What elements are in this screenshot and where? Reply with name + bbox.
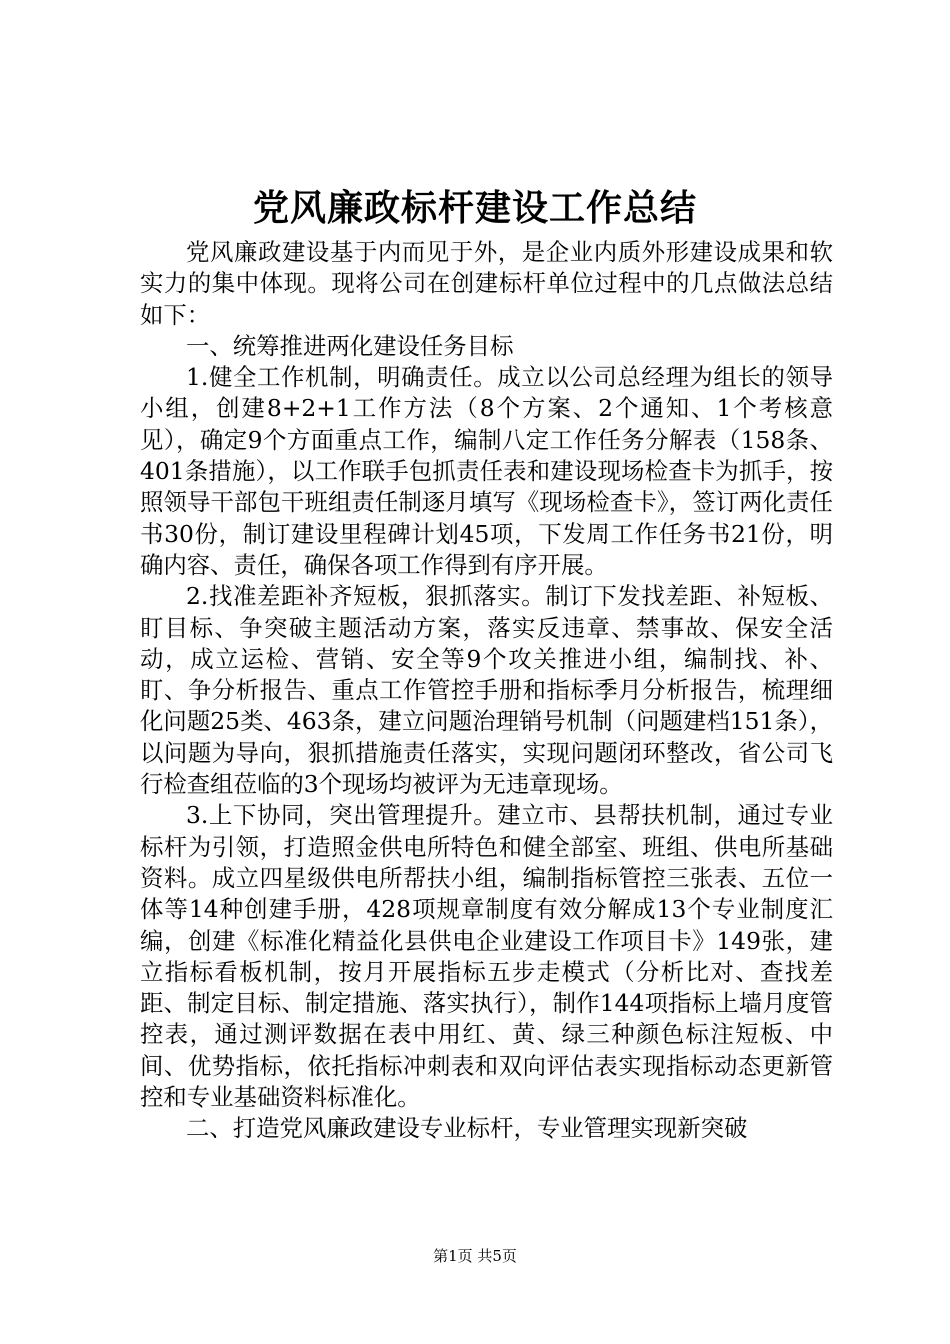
section-heading-1: 一、统筹推进两化建设任务目标 [186, 331, 514, 360]
page-footer: 第1页 共5页 [433, 1247, 517, 1265]
body-paragraph-3: 3.上下协同，突出管理提升。建立市、县帮扶机制，通过专业标杆为引领，打造照金供电所特色和健全部室、班组、供电所基础资料。成立四星级供电所帮扶小组，编制指标管控三张表、五位一体等14种创建手册，428项规章制度有效分解成13个专业制度汇编，创建《标准化精益化县供电企业建设工作项目卡》149张，建立指标看板机制，按月开展指标五步走模式（分析比对、查找差距、制定目标、制定措施、落实执行），制作144项指标上墙月度管控表，通过测评数据在表中用红、黄、绿三种颜色标注短板、中间、优势指标，依托指标冲刺表和双向评估表实现指标动态更新管控和专业基础资料标准化。 [140, 801, 833, 1112]
body-paragraph-2: 2.找准差距补齐短板，狠抓落实。制订下发找差距、补短板、盯目标、争突破主题活动方案，落实反违章、禁事故、保安全活动，成立运检、营销、安全等9个攻关推进小组，编制找、补、盯、争分析报告、重点工作管控手册和指标季月分析报告，梳理细化问题25类、463条，建立问题治理销号机制（问题建档151条），以问题为导向，狠抓措施责任落实，实现问题闭环整改，省公司飞行检查组莅临的3个现场均被评为无违章现场。 [140, 582, 833, 799]
document-title: 党风廉政标杆建设工作总结 [252, 187, 697, 229]
section-heading-2: 二、打造党风廉政建设专业标杆，专业管理实现新突破 [186, 1114, 748, 1143]
document-body [140, 237, 833, 1145]
body-paragraph-1: 1.健全工作机制，明确责任。成立以公司总经理为组长的领导小组，创建8+2+1工作方法（8个方案、2个通知、1个考核意见），确定9个方面重点工作，编制八定工作任务分解表（158条、401条措施），以工作联手包抓责任表和建设现场检查卡为抓手，按照领导干部包干班组责任制逐月填写《现场检查卡》，签订两化责任书30份，制订建设里程碑计划45项，下发周工作任务书21份，明确内容、责任，确保各项工作得到有序开展。 [140, 363, 833, 579]
intro-paragraph: 党风廉政建设基于内而见于外，是企业内质外形建设成果和软实力的集中体现。现将公司在创建标杆单位过程中的几点做法总结如下： [140, 238, 833, 329]
